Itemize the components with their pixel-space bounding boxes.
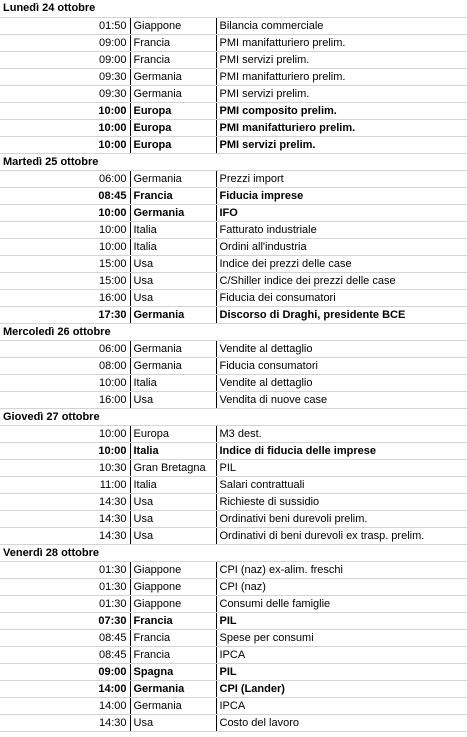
table-row: [0, 646, 467, 663]
event-cell: Indice di fiducia delle imprese: [216, 442, 467, 459]
country-cell: Germania: [130, 68, 216, 85]
time-cell: 10:00: [0, 374, 130, 391]
table-row: [0, 697, 467, 714]
event-cell: Bilancia commerciale: [216, 17, 467, 34]
country-cell: Usa: [130, 493, 216, 510]
country-cell: Usa: [130, 510, 216, 527]
event-cell: Ordinativi beni durevoli prelim.: [216, 510, 467, 527]
country-cell: Francia: [130, 629, 216, 646]
time-cell: 07:30: [0, 612, 130, 629]
country-cell: Europa: [130, 136, 216, 153]
table-row: [0, 357, 467, 374]
country-cell: Europa: [130, 102, 216, 119]
country-cell: Germania: [130, 306, 216, 323]
time-cell: 08:45: [0, 646, 130, 663]
table-row: [0, 374, 467, 391]
day-header-row: [0, 544, 467, 561]
time-cell: 08:45: [0, 629, 130, 646]
event-cell: M3 dest.: [216, 425, 467, 442]
table-row: [0, 102, 467, 119]
day-header-row: [0, 323, 467, 340]
table-row: [0, 391, 467, 408]
time-cell: 10:00: [0, 119, 130, 136]
table-row: [0, 714, 467, 731]
country-cell: Giappone: [130, 578, 216, 595]
country-cell: Usa: [130, 255, 216, 272]
time-cell: 06:00: [0, 170, 130, 187]
event-cell: Vendita di nuove case: [216, 391, 467, 408]
country-cell: Gran Bretagna: [130, 459, 216, 476]
event-cell: PMI manifatturiero prelim.: [216, 68, 467, 85]
event-cell: Fiducia imprese: [216, 187, 467, 204]
country-cell: Usa: [130, 391, 216, 408]
event-cell: PIL: [216, 663, 467, 680]
event-cell: PMI manifatturiero prelim.: [216, 34, 467, 51]
country-cell: Germania: [130, 357, 216, 374]
table-row: [0, 272, 467, 289]
country-cell: Giappone: [130, 17, 216, 34]
day-header-blank-cell: [216, 153, 467, 170]
day-header-row: [0, 153, 467, 170]
table-row: [0, 595, 467, 612]
event-cell: CPI (Lander): [216, 680, 467, 697]
time-cell: 15:00: [0, 272, 130, 289]
time-cell: 17:30: [0, 306, 130, 323]
table-row: [0, 578, 467, 595]
country-cell: Giappone: [130, 561, 216, 578]
time-cell: 01:50: [0, 17, 130, 34]
table-row: [0, 510, 467, 527]
time-cell: 01:30: [0, 595, 130, 612]
time-cell: 09:00: [0, 51, 130, 68]
day-header-row: [0, 408, 467, 425]
table-row: [0, 476, 467, 493]
time-cell: 11:00: [0, 476, 130, 493]
table-row: [0, 17, 467, 34]
time-cell: 14:30: [0, 714, 130, 731]
country-cell: Francia: [130, 612, 216, 629]
country-cell: Germania: [130, 340, 216, 357]
day-header-blank-cell: [216, 408, 467, 425]
time-cell: 09:00: [0, 34, 130, 51]
table-row: [0, 527, 467, 544]
country-cell: Italia: [130, 374, 216, 391]
time-cell: 06:00: [0, 340, 130, 357]
country-cell: Italia: [130, 238, 216, 255]
time-cell: 14:30: [0, 493, 130, 510]
event-cell: Ordinativi di beni durevoli ex trasp. prelim.: [216, 527, 467, 544]
time-cell: 14:00: [0, 680, 130, 697]
time-cell: 10:00: [0, 238, 130, 255]
table-row: [0, 119, 467, 136]
table-row: [0, 221, 467, 238]
event-cell: Ordini all'industria: [216, 238, 467, 255]
table-row: [0, 561, 467, 578]
day-label: Venerdì 28 ottobre: [0, 544, 216, 561]
time-cell: 10:00: [0, 442, 130, 459]
day-header-blank-cell: [216, 544, 467, 561]
time-cell: 10:30: [0, 459, 130, 476]
country-cell: Usa: [130, 289, 216, 306]
event-cell: IPCA: [216, 646, 467, 663]
country-cell: Giappone: [130, 595, 216, 612]
table-row: [0, 255, 467, 272]
time-cell: 15:00: [0, 255, 130, 272]
event-cell: Fatturato industriale: [216, 221, 467, 238]
event-cell: Spese per consumi: [216, 629, 467, 646]
event-cell: Consumi delle famiglie: [216, 595, 467, 612]
country-cell: Usa: [130, 714, 216, 731]
time-cell: 09:30: [0, 68, 130, 85]
table-row: [0, 663, 467, 680]
country-cell: Germania: [130, 170, 216, 187]
country-cell: Germania: [130, 204, 216, 221]
event-cell: Prezzi import: [216, 170, 467, 187]
table-row: [0, 68, 467, 85]
event-cell: Vendite al dettaglio: [216, 374, 467, 391]
country-cell: Germania: [130, 680, 216, 697]
table-row: [0, 187, 467, 204]
time-cell: 16:00: [0, 289, 130, 306]
country-cell: Germania: [130, 697, 216, 714]
day-header-blank-cell: [216, 323, 467, 340]
table-row: [0, 136, 467, 153]
event-cell: Fiducia consumatori: [216, 357, 467, 374]
day-label: Lunedì 24 ottobre: [0, 0, 216, 17]
event-cell: CPI (naz) ex-alim. freschi: [216, 561, 467, 578]
event-cell: PIL: [216, 459, 467, 476]
table-row: [0, 340, 467, 357]
event-cell: Indice dei prezzi delle case: [216, 255, 467, 272]
table-row: [0, 306, 467, 323]
day-header-row: [0, 0, 467, 17]
country-cell: Usa: [130, 272, 216, 289]
event-cell: PMI manifatturiero prelim.: [216, 119, 467, 136]
time-cell: 14:30: [0, 510, 130, 527]
table-row: [0, 34, 467, 51]
table-row: [0, 629, 467, 646]
event-cell: IPCA: [216, 697, 467, 714]
time-cell: 10:00: [0, 425, 130, 442]
table-row: [0, 459, 467, 476]
event-cell: Discorso di Draghi, presidente BCE: [216, 306, 467, 323]
table-row: [0, 51, 467, 68]
country-cell: Europa: [130, 425, 216, 442]
event-cell: Fiducia dei consumatori: [216, 289, 467, 306]
country-cell: Francia: [130, 51, 216, 68]
day-header-blank-cell: [216, 0, 467, 17]
country-cell: Spagna: [130, 663, 216, 680]
table-row: [0, 425, 467, 442]
event-cell: PIL: [216, 612, 467, 629]
country-cell: Germania: [130, 85, 216, 102]
table-row: [0, 170, 467, 187]
time-cell: 08:00: [0, 357, 130, 374]
event-cell: PMI servizi prelim.: [216, 85, 467, 102]
time-cell: 10:00: [0, 102, 130, 119]
day-label: Giovedì 27 ottobre: [0, 408, 216, 425]
event-cell: IFO: [216, 204, 467, 221]
time-cell: 14:00: [0, 697, 130, 714]
event-cell: C/Shiller indice dei prezzi delle case: [216, 272, 467, 289]
table-row: [0, 680, 467, 697]
day-label: Mercoledì 26 ottobre: [0, 323, 216, 340]
event-cell: Salari contrattuali: [216, 476, 467, 493]
country-cell: Usa: [130, 527, 216, 544]
table-row: [0, 442, 467, 459]
country-cell: Italia: [130, 476, 216, 493]
event-cell: Vendite al dettaglio: [216, 340, 467, 357]
time-cell: 09:30: [0, 85, 130, 102]
event-cell: PMI servizi prelim.: [216, 136, 467, 153]
country-cell: Europa: [130, 119, 216, 136]
day-label: Martedì 25 ottobre: [0, 153, 216, 170]
country-cell: Francia: [130, 646, 216, 663]
time-cell: 10:00: [0, 221, 130, 238]
table-row: [0, 612, 467, 629]
time-cell: 08:45: [0, 187, 130, 204]
country-cell: Italia: [130, 442, 216, 459]
time-cell: 09:00: [0, 663, 130, 680]
time-cell: 01:30: [0, 578, 130, 595]
country-cell: Italia: [130, 221, 216, 238]
event-cell: PMI composito prelim.: [216, 102, 467, 119]
country-cell: Francia: [130, 187, 216, 204]
table-row: [0, 238, 467, 255]
time-cell: 14:30: [0, 527, 130, 544]
time-cell: 10:00: [0, 136, 130, 153]
table-row: [0, 493, 467, 510]
country-cell: Francia: [130, 34, 216, 51]
time-cell: 01:30: [0, 561, 130, 578]
table-row: [0, 85, 467, 102]
event-cell: CPI (naz): [216, 578, 467, 595]
event-cell: PMI servizi prelim.: [216, 51, 467, 68]
time-cell: 16:00: [0, 391, 130, 408]
table-row: [0, 204, 467, 221]
event-cell: Richieste di sussidio: [216, 493, 467, 510]
time-cell: 10:00: [0, 204, 130, 221]
table-row: [0, 289, 467, 306]
event-cell: Costo del lavoro: [216, 714, 467, 731]
